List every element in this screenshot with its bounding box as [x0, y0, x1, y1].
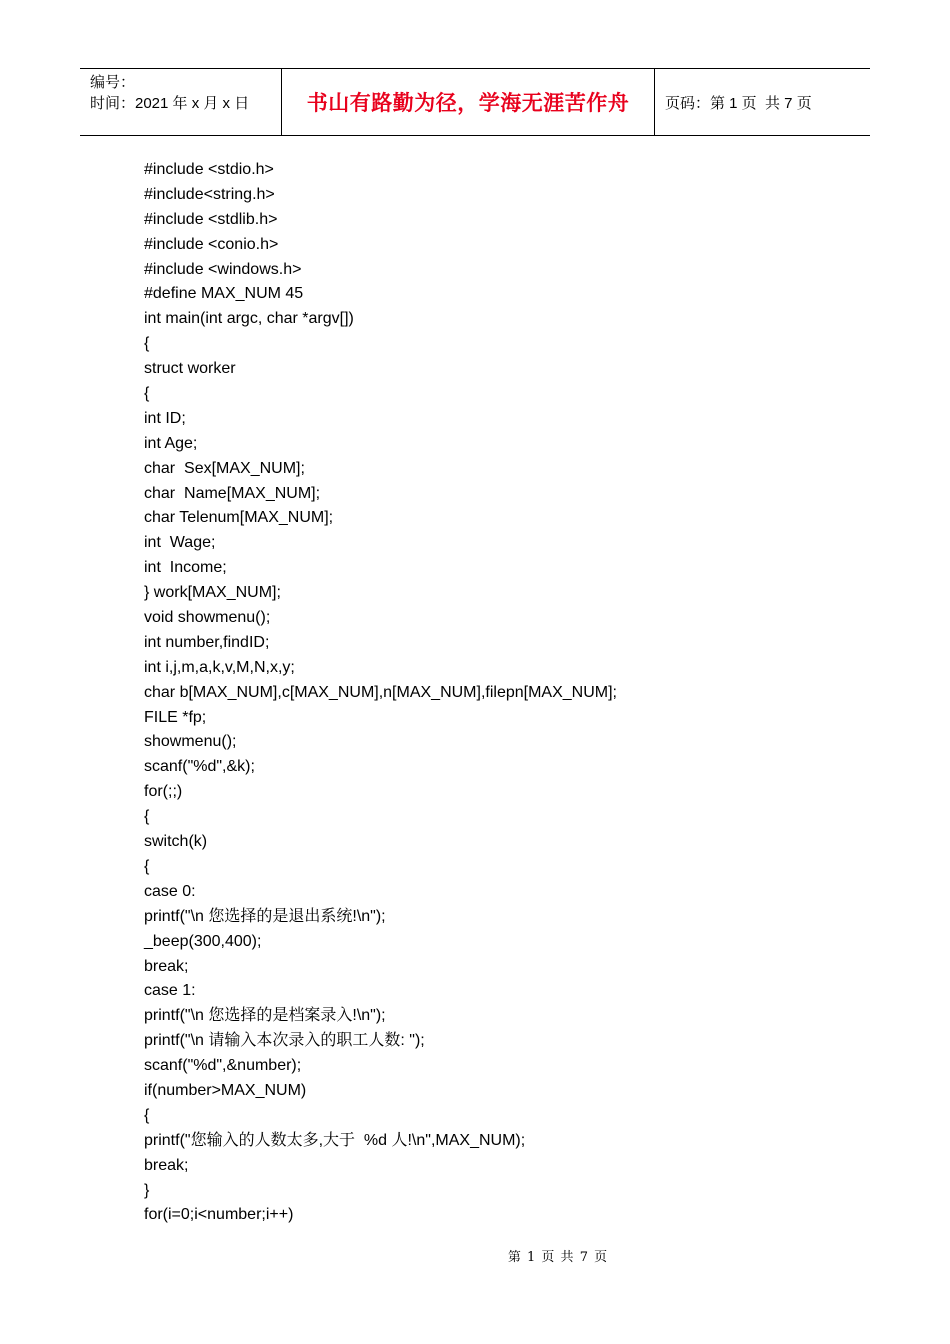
- code-line: _beep(300,400);: [144, 932, 262, 950]
- code-line: int ID;: [144, 409, 186, 427]
- code-line: scanf("%d",&number);: [144, 1057, 302, 1075]
- code-line: for(i=0;i<number;i++): [144, 1206, 294, 1224]
- code-line: for(;;): [144, 783, 183, 801]
- doc-date-label: 时间：2021 年 x 月 x 日: [90, 95, 250, 112]
- code-line: char Sex[MAX_NUM];: [144, 459, 305, 477]
- header-motto: 书山有路勤为径，学海无涯苦作舟: [306, 90, 630, 115]
- page-footer: 第 1 页 共 7 页: [507, 1250, 609, 1265]
- code-line: FILE *fp;: [144, 708, 207, 726]
- code-line: {: [144, 857, 150, 875]
- code-line: case 1:: [144, 982, 196, 1000]
- code-line: switch(k): [144, 833, 208, 851]
- code-line: if(number>MAX_NUM): [144, 1081, 307, 1099]
- code-line: int number,findID;: [144, 633, 270, 651]
- code-line: char Name[MAX_NUM];: [144, 484, 321, 502]
- code-line: void showmenu();: [144, 609, 271, 627]
- code-line: printf("\n 请输入本次录入的职工人数: ");: [144, 1032, 425, 1050]
- code-line: break;: [144, 1156, 189, 1174]
- code-line: #include <windows.h>: [144, 260, 302, 278]
- code-line: break;: [144, 957, 189, 975]
- code-line: int Income;: [144, 559, 227, 577]
- code-line: }: [144, 1181, 150, 1199]
- code-line: showmenu();: [144, 733, 237, 751]
- header-page-info: [665, 92, 812, 113]
- header-page-cell: [655, 69, 870, 135]
- code-line: printf("\n 您选择的是档案录入!\n");: [144, 1007, 386, 1025]
- code-line: {: [144, 1106, 150, 1124]
- code-line: int i,j,m,a,k,v,M,N,x,y;: [144, 658, 295, 676]
- header-motto-cell: [281, 69, 655, 135]
- code-line: #include <stdlib.h>: [144, 210, 278, 228]
- doc-number-label: 编号：: [90, 74, 136, 91]
- code-listing: [144, 158, 617, 1228]
- document-header: [80, 68, 870, 136]
- code-line: int main(int argc, char *argv[]): [144, 310, 354, 328]
- code-line: char Telenum[MAX_NUM];: [144, 509, 334, 527]
- code-line: } work[MAX_NUM];: [144, 584, 281, 602]
- code-line: int Age;: [144, 434, 198, 452]
- code-line: char b[MAX_NUM],c[MAX_NUM],n[MAX_NUM],filepn[MAX_NUM];: [144, 683, 617, 701]
- code-line: {: [144, 808, 150, 826]
- code-line: scanf("%d",&k);: [144, 758, 255, 776]
- header-meta: [80, 69, 281, 135]
- code-line: #define MAX_NUM 45: [144, 285, 304, 303]
- code-line: case 0:: [144, 882, 196, 900]
- header-page-info-text: 页码：第 1 页 共 7 页: [665, 94, 812, 112]
- code-line: printf("您输入的人数太多,大于 %d 人!\n",MAX_NUM);: [144, 1131, 526, 1149]
- code-line: struct worker: [144, 360, 236, 378]
- code-line: printf("\n 您选择的是退出系统!\n");: [144, 907, 386, 925]
- code-line: #include <stdio.h>: [144, 161, 274, 178]
- code-line: {: [144, 335, 150, 353]
- code-line: {: [144, 385, 150, 403]
- code-line: #include<string.h>: [144, 185, 275, 203]
- code-line: int Wage;: [144, 534, 216, 552]
- code-line: #include <conio.h>: [144, 235, 279, 253]
